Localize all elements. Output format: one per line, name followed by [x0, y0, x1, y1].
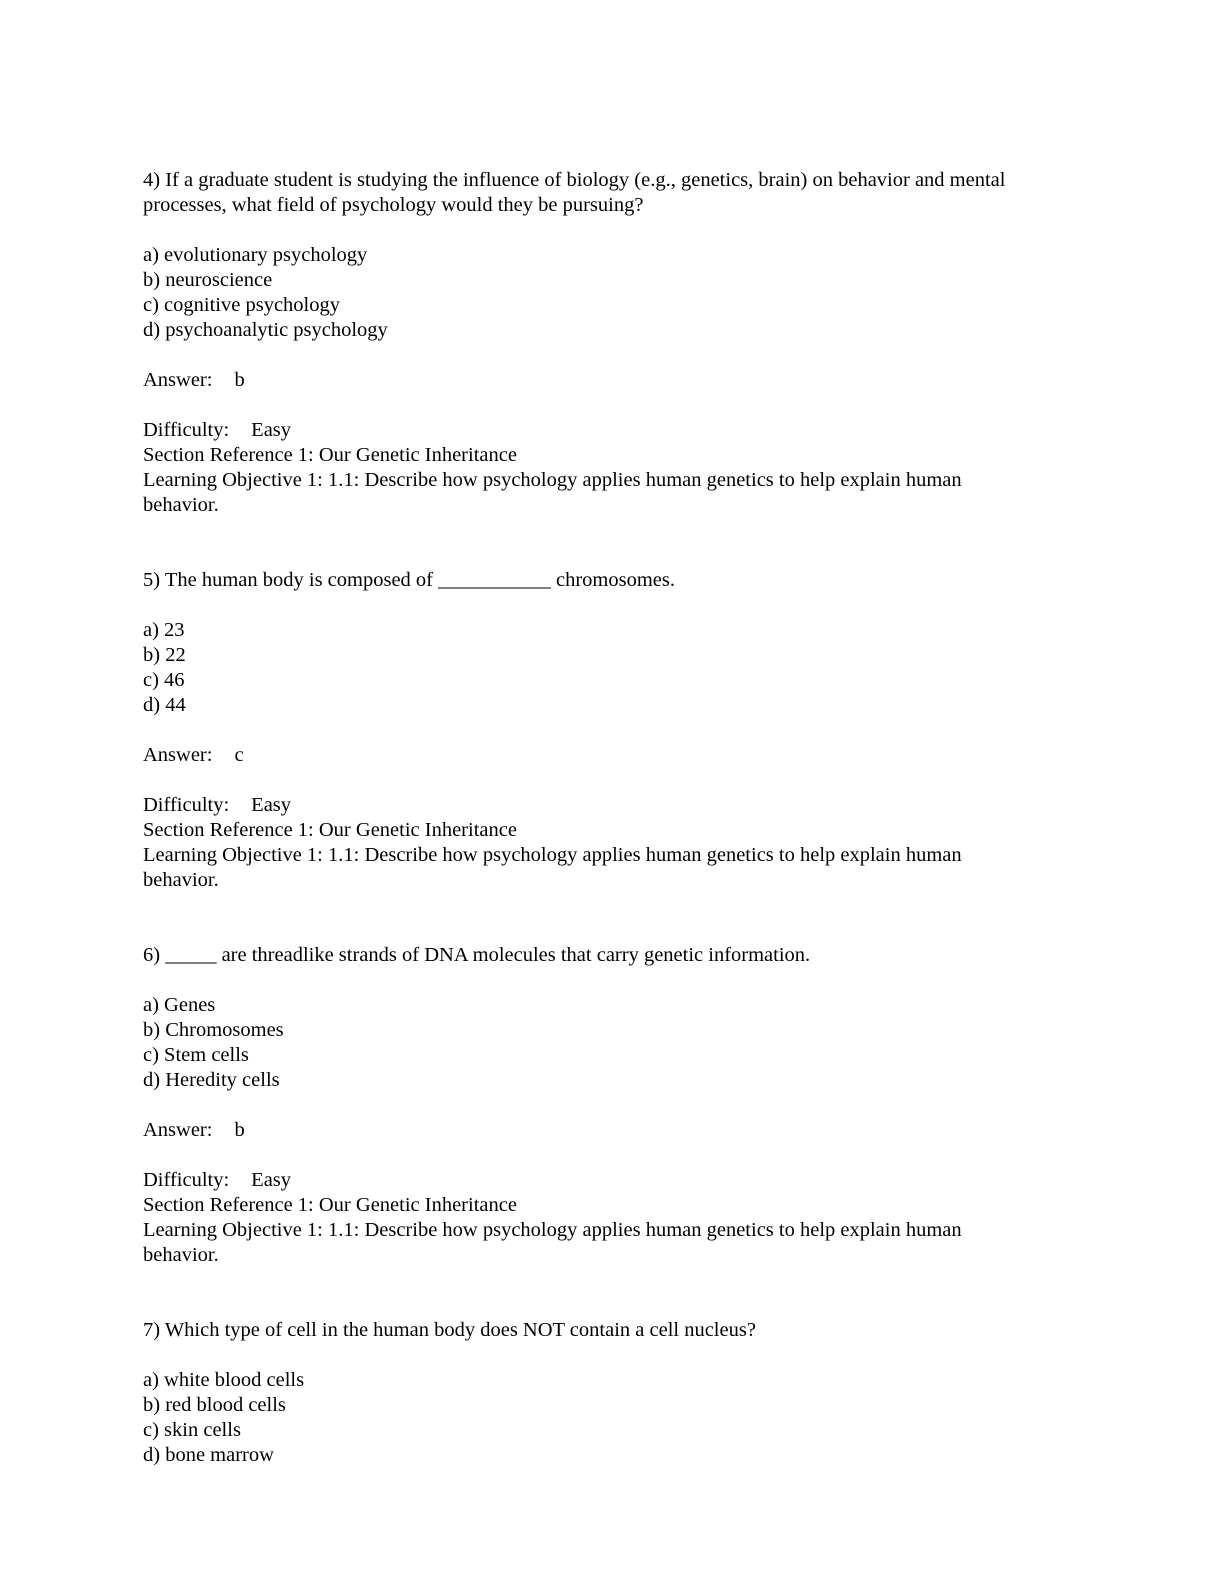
learning-objective-line: behavior. [143, 494, 219, 516]
answer-option: b) Chromosomes [143, 1019, 284, 1041]
answer-value: b [234, 369, 245, 391]
answer-option: b) 22 [143, 644, 186, 666]
question-stem-line: 5) The human body is composed of ___________ chromosomes. [143, 569, 675, 591]
answer-option: c) cognitive psychology [143, 294, 340, 316]
difficulty-line [143, 1168, 1083, 1193]
answer-option: c) Stem cells [143, 1044, 249, 1066]
section-reference: Section Reference 1: Our Genetic Inheritance [143, 819, 517, 841]
answer-option: b) neuroscience [143, 269, 273, 291]
answer-option: a) evolutionary psychology [143, 244, 368, 266]
difficulty-line [143, 793, 1083, 818]
answer-label: Answer: [143, 744, 213, 766]
answer-option: d) psychoanalytic psychology [143, 319, 388, 341]
learning-objective-line: behavior. [143, 1244, 219, 1266]
answer-line [143, 743, 1083, 768]
answer-option: b) red blood cells [143, 1394, 286, 1416]
answer-option: a) white blood cells [143, 1369, 305, 1391]
answer-label: Answer: [143, 1119, 213, 1141]
answer-option: a) 23 [143, 619, 185, 641]
answer-option: c) 46 [143, 669, 185, 691]
difficulty-label: Difficulty: [143, 794, 230, 816]
answer-line [143, 1118, 1083, 1143]
learning-objective-line: Learning Objective 1: 1.1: Describe how psychology applies human genetics to help explain human [143, 1219, 962, 1241]
difficulty-line [143, 418, 1083, 443]
question-6 [143, 943, 1083, 1268]
question-4 [143, 168, 1083, 518]
difficulty-value: Easy [251, 1169, 292, 1191]
document-page [143, 168, 1083, 1468]
question-stem-line: 7) Which type of cell in the human body does NOT contain a cell nucleus? [143, 1319, 756, 1341]
question-5 [143, 568, 1083, 893]
answer-label: Answer: [143, 369, 213, 391]
answer-option: a) Genes [143, 994, 216, 1016]
answer-option: c) skin cells [143, 1419, 241, 1441]
answer-option: d) bone marrow [143, 1444, 274, 1466]
difficulty-value: Easy [251, 794, 292, 816]
learning-objective-line: Learning Objective 1: 1.1: Describe how psychology applies human genetics to help explain human [143, 469, 962, 491]
learning-objective-line: Learning Objective 1: 1.1: Describe how psychology applies human genetics to help explain human [143, 844, 962, 866]
answer-option: d) Heredity cells [143, 1069, 280, 1091]
section-reference: Section Reference 1: Our Genetic Inheritance [143, 444, 517, 466]
difficulty-label: Difficulty: [143, 1169, 230, 1191]
question-stem-line: 6) _____ are threadlike strands of DNA molecules that carry genetic information. [143, 944, 811, 966]
question-stem-line: processes, what field of psychology would they be pursuing? [143, 194, 644, 216]
answer-value: b [234, 1119, 245, 1141]
question-7 [143, 1318, 1083, 1468]
answer-value: c [234, 744, 244, 766]
question-stem-line: 4) If a graduate student is studying the influence of biology (e.g., genetics, brain) on behavior and mental [143, 169, 1006, 191]
difficulty-label: Difficulty: [143, 419, 230, 441]
answer-line [143, 368, 1083, 393]
difficulty-value: Easy [251, 419, 292, 441]
answer-option: d) 44 [143, 694, 186, 716]
learning-objective-line: behavior. [143, 869, 219, 891]
section-reference: Section Reference 1: Our Genetic Inheritance [143, 1194, 517, 1216]
